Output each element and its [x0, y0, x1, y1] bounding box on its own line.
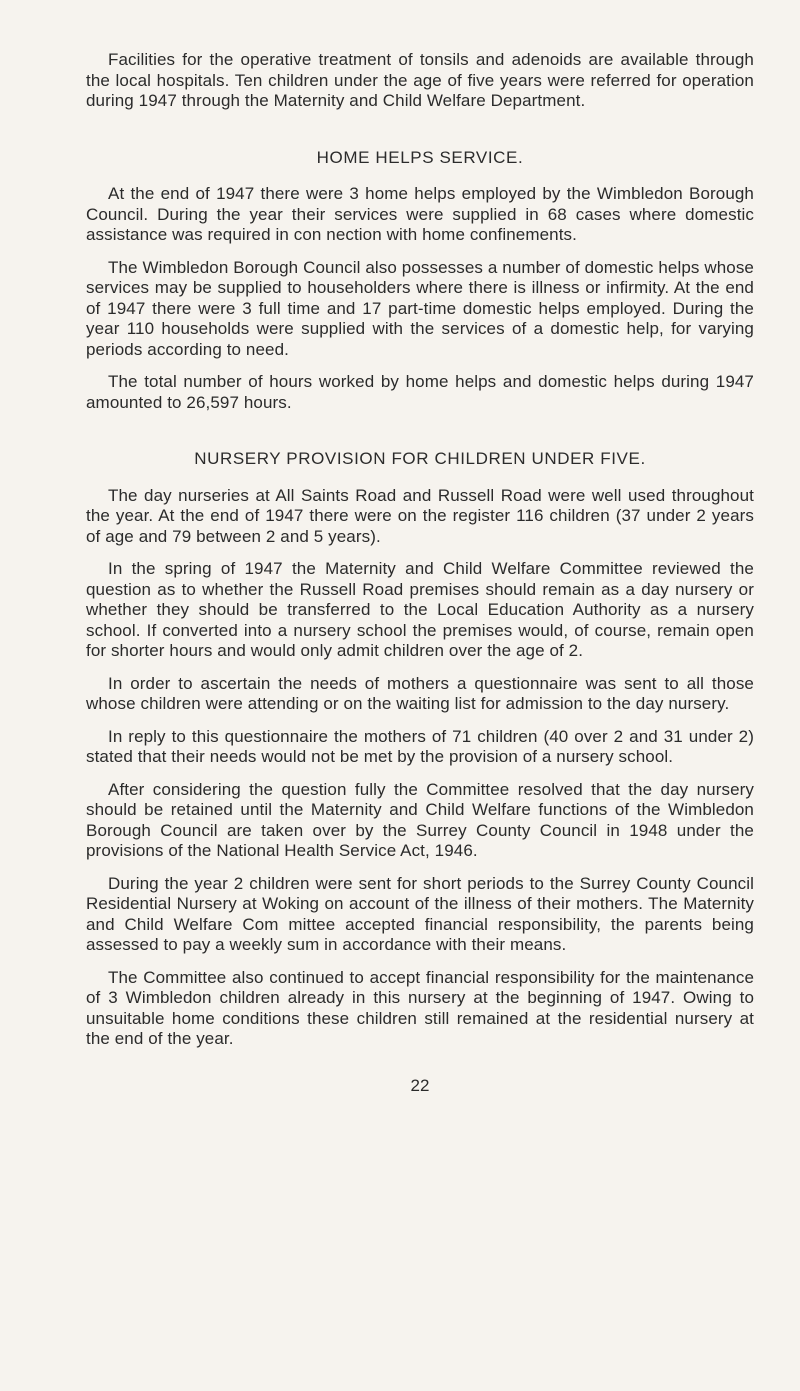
home-helps-paragraph-3: The total number of hours worked by home helps and domestic helps during 1947 amounted to 26,597 hours. — [86, 372, 754, 412]
document-page — [86, 50, 754, 1096]
nursery-paragraph-3: In order to ascertain the needs of mothers a questionnaire was sent to all those whose children were attending or on the waiting list for admission to the day nursery. — [86, 673, 754, 713]
nursery-paragraph-5: After considering the question fully the Committee resolved that the day nursery should be retained until the Maternity and Child Welfare functions of the Wimbledon Borough Council are taken over by the Surrey County Council in 1948 under the provisions of the National Health Service Act, 1946. — [86, 779, 754, 860]
nursery-paragraph-4: In reply to this questionnaire the mothers of 71 children (40 over 2 and 31 under 2) stated that their needs would not be met by the provision of a nursery school. — [86, 726, 754, 766]
intro-paragraph: Facilities for the operative treatment of tonsils and adenoids are available through the local hospitals. Ten children under the age of five years were referred for operation during 1947 through the Maternity and Child Welfare Department. — [86, 50, 754, 110]
nursery-paragraph-7: The Committee also continued to accept financial responsibility for the maintenance of 3 Wimbledon children already in this nursery at the beginning of 1947. Owing to unsuitable home conditions these children still remained at the residential nursery at the end of the year. — [86, 967, 754, 1048]
home-helps-paragraph-1: At the end of 1947 there were 3 home helps employed by the Wimbledon Borough Council. During the year their services were supplied in 68 cases where domestic assistance was required in con nection with home confinements. — [86, 184, 754, 244]
home-helps-heading: HOME HELPS SERVICE. — [316, 147, 524, 167]
nursery-paragraph-6: During the year 2 children were sent for short periods to the Surrey County Council Residential Nursery at Woking on account of the illness of their mothers. The Maternity and Child Welfare Com mittee accepted financial responsibility, the parents being assessed to pay a weekly sum in accordance with their means. — [86, 873, 754, 954]
nursery-paragraph-1: The day nurseries at All Saints Road and Russell Road were well used throughout the year. At the end of 1947 there were on the register 116 children (37 under 2 years of age and 79 between 2 and 5 years). — [86, 485, 754, 546]
nursery-paragraph-2: In the spring of 1947 the Maternity and Child Welfare Committee reviewed the question as to whether the Russell Road premises should remain as a day nursery or whether they should be transferred to the Local Education Authority as a nursery school. If converted into a nursery school the premises would, of course, remain open for shorter hours and would only admit children over the age of 2. — [86, 559, 754, 660]
page-number: 22 — [410, 1075, 430, 1095]
nursery-heading: NURSERY PROVISION FOR CHILDREN UNDER FIVE. — [194, 449, 646, 468]
home-helps-paragraph-2: The Wimbledon Borough Council also possesses a number of domestic helps whose services may be supplied to householders where there is illness or infirmity. At the end of 1947 there were 3 full time and 17 part-time domestic helps employed. During the year 110 households were supplied with the services of a domestic help, for varying periods according to need. — [86, 257, 754, 359]
